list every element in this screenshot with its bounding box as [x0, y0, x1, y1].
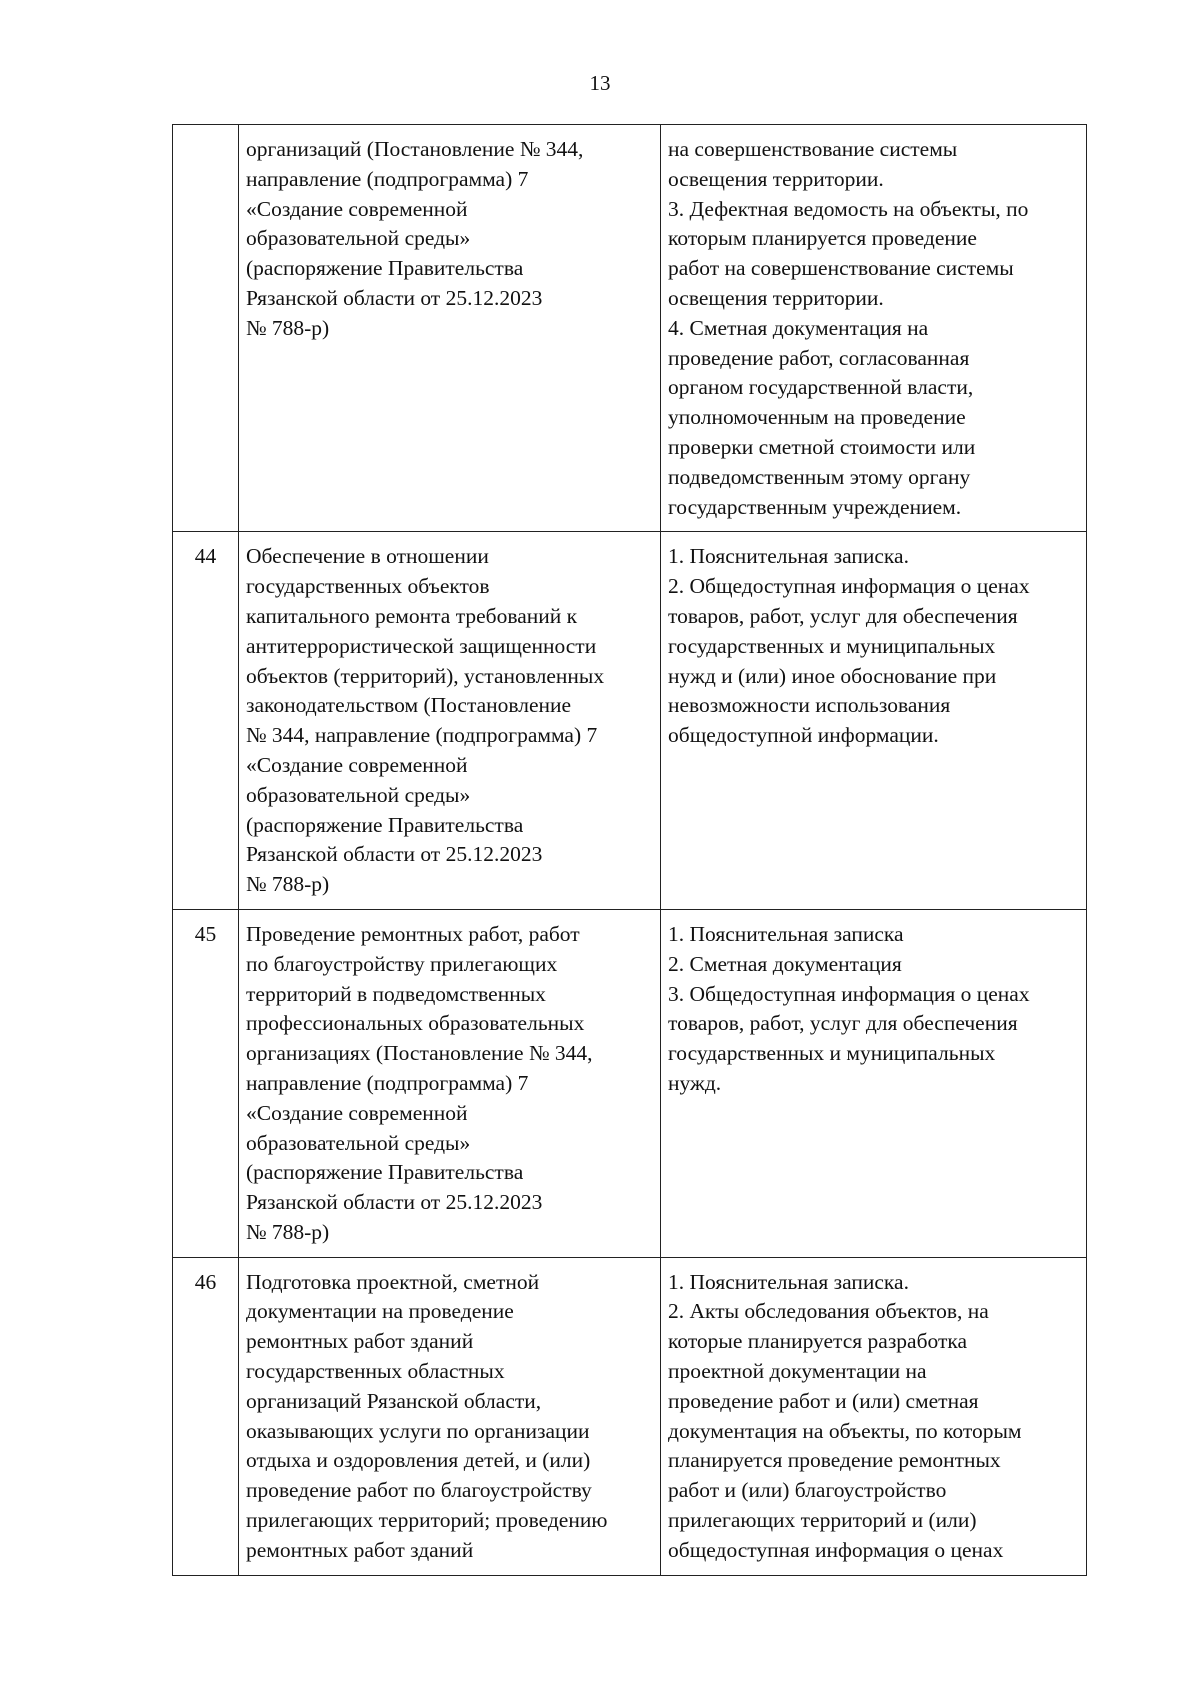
required-documents-line: государственным учреждением. [668, 494, 962, 519]
required-documents-cell [661, 1257, 1087, 1575]
measure-name-line: профессиональных образовательных [246, 1011, 585, 1036]
measure-name-cell [239, 532, 661, 910]
measure-name-line: образовательной среды» [246, 1130, 471, 1155]
required-documents-line: документация на объекты, по которым [668, 1418, 1022, 1443]
measure-name-line: Подготовка проектной, сметной [246, 1269, 540, 1294]
required-documents-line: работ и (или) благоустройство [668, 1478, 947, 1503]
measure-name-line: документации на проведение [246, 1299, 514, 1324]
required-documents-line: прилегающих территорий и (или) [668, 1508, 977, 1533]
measure-name-line: организаций (Постановление № 344, [246, 137, 584, 161]
required-documents-line: проведение работ и (или) сметная [668, 1388, 979, 1413]
required-documents-line: планируется проведение ремонтных [668, 1448, 1001, 1473]
requirements-table-body [173, 125, 1087, 1576]
measure-name-line: «Создание современной [246, 752, 468, 777]
row-number-cell: 46 [173, 1257, 239, 1575]
required-documents-line: 2. Акты обследования объектов, на [668, 1299, 989, 1324]
measure-name-line: отдыха и оздоровления детей, и (или) [246, 1448, 591, 1473]
required-documents-line: подведомственным этому органу [668, 464, 971, 489]
measure-name-line: № 788-р) [246, 1219, 330, 1244]
row-number-cell [173, 125, 239, 532]
measure-name-cell [239, 1257, 661, 1575]
required-documents-line: нужд и (или) иное обоснование при [668, 663, 997, 688]
page-number: 13 [589, 71, 611, 95]
requirements-table [172, 124, 1087, 1576]
measure-name-line: организациях (Постановление № 344, [246, 1041, 593, 1066]
measure-name-line: образовательной среды» [246, 226, 471, 251]
measure-name-line: Обеспечение в отношении [246, 544, 489, 569]
measure-name-line: проведение работ по благоустройству [246, 1478, 592, 1503]
measure-name-line: государственных областных [246, 1359, 505, 1384]
required-documents-line: 4. Сметная документация на [668, 315, 929, 340]
measure-name-line: № 344, направление (подпрограмма) 7 [246, 723, 598, 748]
measure-name-line: ремонтных работ зданий [246, 1537, 474, 1562]
required-documents-line: которым планируется проведение [668, 226, 977, 251]
measure-name-line: образовательной среды» [246, 782, 471, 807]
required-documents-cell [661, 909, 1087, 1257]
measure-name-line: организаций Рязанской области, [246, 1388, 542, 1413]
measure-name-line: по благоустройству прилегающих [246, 951, 558, 976]
required-documents-line: невозможности использования [668, 693, 951, 718]
measure-name-cell [239, 125, 661, 532]
measure-name-line: (распоряжение Правительства [246, 1160, 524, 1185]
required-documents-line: на совершенствование системы [668, 137, 958, 161]
required-documents-line: нужд. [668, 1070, 722, 1095]
measure-name-line: направление (подпрограмма) 7 [246, 166, 529, 191]
measure-name-line: № 788-р) [246, 872, 330, 897]
required-documents-line: которые планируется разработка [668, 1329, 968, 1354]
required-documents-line: государственных и муниципальных [668, 1041, 996, 1066]
measure-name-line: «Создание современной [246, 196, 468, 221]
row-number-cell: 45 [173, 909, 239, 1257]
required-documents-line: освещения территории. [668, 166, 884, 191]
measure-name-line: антитеррористической защищенности [246, 633, 597, 658]
required-documents-line: проведение работ, согласованная [668, 345, 970, 370]
required-documents-line: общедоступной информации. [668, 723, 939, 748]
required-documents-line: общедоступная информация о ценах [668, 1537, 1004, 1562]
required-documents-cell [661, 125, 1087, 532]
measure-name-line: направление (подпрограмма) 7 [246, 1070, 529, 1095]
required-documents-line: органом государственной власти, [668, 375, 974, 400]
measure-name-line: капитального ремонта требований к [246, 603, 578, 628]
required-documents-line: 1. Пояснительная записка [668, 921, 904, 946]
measure-name-line: № 788-р) [246, 315, 330, 340]
required-documents-line: уполномоченным на проведение [668, 405, 966, 430]
measure-name-line: Рязанской области от 25.12.2023 [246, 842, 543, 867]
table-row [173, 532, 1087, 910]
measure-name-line: Проведение ремонтных работ, работ [246, 921, 580, 946]
required-documents-line: освещения территории. [668, 285, 884, 310]
measure-name-line: «Создание современной [246, 1100, 468, 1125]
required-documents-line: товаров, работ, услуг для обеспечения [668, 1011, 1018, 1036]
measure-name-line: (распоряжение Правительства [246, 256, 524, 281]
measure-name-line: законодательством (Постановление [246, 693, 572, 718]
required-documents-line: товаров, работ, услуг для обеспечения [668, 603, 1018, 628]
table-row [173, 125, 1087, 532]
required-documents-line: работ на совершенствование системы [668, 256, 1014, 281]
measure-name-line: территорий в подведомственных [246, 981, 546, 1006]
table-row [173, 909, 1087, 1257]
measure-name-line: (распоряжение Правительства [246, 812, 524, 837]
required-documents-line: 2. Сметная документация [668, 951, 902, 976]
measure-name-line: оказывающих услуги по организации [246, 1418, 590, 1443]
measure-name-line: прилегающих территорий; проведению [246, 1508, 608, 1533]
measure-name-line: Рязанской области от 25.12.2023 [246, 1190, 543, 1215]
required-documents-line: государственных и муниципальных [668, 633, 996, 658]
required-documents-line: 1. Пояснительная записка. [668, 1269, 909, 1294]
measure-name-line: объектов (территорий), установленных [246, 663, 605, 688]
required-documents-line: 2. Общедоступная информация о ценах [668, 574, 1030, 599]
required-documents-cell [661, 532, 1087, 910]
required-documents-line: проверки сметной стоимости или [668, 434, 976, 459]
table-row [173, 1257, 1087, 1575]
row-number-cell: 44 [173, 532, 239, 910]
required-documents-line: 3. Дефектная ведомость на объекты, по [668, 196, 1029, 221]
measure-name-cell [239, 909, 661, 1257]
required-documents-line: 3. Общедоступная информация о ценах [668, 981, 1030, 1006]
required-documents-line: проектной документации на [668, 1359, 927, 1384]
measure-name-line: государственных объектов [246, 574, 490, 599]
measure-name-line: ремонтных работ зданий [246, 1329, 474, 1354]
measure-name-line: Рязанской области от 25.12.2023 [246, 285, 543, 310]
required-documents-line: 1. Пояснительная записка. [668, 544, 909, 569]
